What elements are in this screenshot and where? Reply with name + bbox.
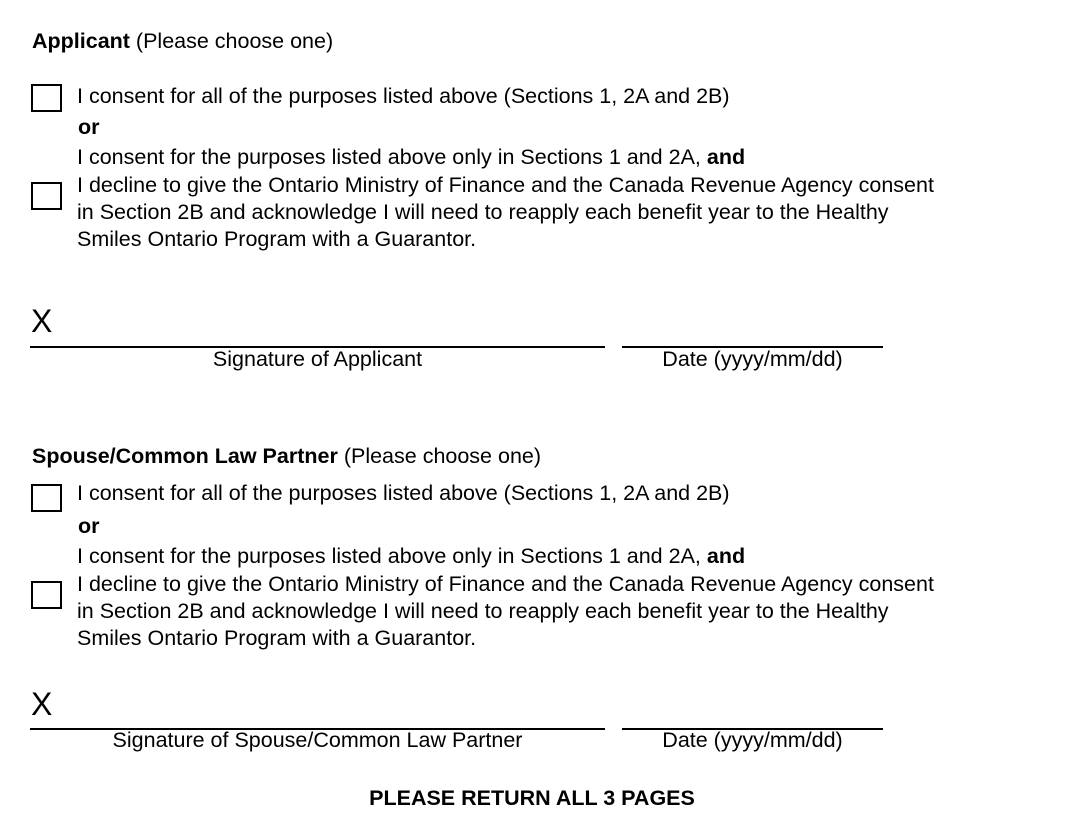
spouse-heading-bold: Spouse/Common Law Partner <box>32 444 338 468</box>
spouse-consent-all-label: I consent for all of the purposes listed above (Sections 1, 2A and 2B) <box>77 481 730 505</box>
spouse-consent-partial-line1 <box>77 543 745 570</box>
spouse-consent-partial-line2: I decline to give the Ontario Ministry of Finance and the Canada Revenue Agency consent <box>77 572 934 596</box>
applicant-consent-all-checkbox[interactable] <box>31 84 62 112</box>
applicant-or-label: or <box>78 115 100 139</box>
applicant-signature-caption: Signature of Applicant <box>212 347 423 371</box>
spouse-consent-partial-line3: in Section 2B and acknowledge I will need to reapply each benefit year to the Healthy <box>77 599 889 623</box>
applicant-date-caption: Date (yyyy/mm/dd) <box>662 347 843 371</box>
spouse-date-field[interactable] <box>622 698 883 728</box>
spouse-heading <box>32 443 541 470</box>
spouse-or-label: or <box>78 514 100 538</box>
spouse-date-caption: Date (yyyy/mm/dd) <box>662 728 843 752</box>
applicant-consent-partial-line2: I decline to give the Ontario Ministry of Finance and the Canada Revenue Agency consent <box>77 173 934 197</box>
applicant-consent-all-label: I consent for all of the purposes listed above (Sections 1, 2A and 2B) <box>77 84 730 108</box>
applicant-consent-partial-line1 <box>77 144 745 171</box>
spouse-consent-all-checkbox[interactable] <box>31 484 62 512</box>
spouse-signature-caption: Signature of Spouse/Common Law Partner <box>112 728 523 752</box>
applicant-consent-partial-and: and <box>706 145 746 169</box>
applicant-heading-bold: Applicant <box>32 29 130 53</box>
applicant-consent-partial-checkbox[interactable] <box>31 182 62 210</box>
applicant-sign-here-mark: X <box>31 303 53 339</box>
applicant-consent-partial-line1-text: I consent for the purposes listed above only in Sections 1 and 2A, <box>77 145 707 169</box>
applicant-consent-partial-line3: in Section 2B and acknowledge I will need to reapply each benefit year to the Healthy <box>77 200 889 224</box>
spouse-consent-partial-line1-text: I consent for the purposes listed above only in Sections 1 and 2A, <box>77 544 707 568</box>
applicant-consent-partial-line4: Smiles Ontario Program with a Guarantor. <box>77 227 477 251</box>
applicant-heading <box>32 28 333 55</box>
applicant-date-field[interactable] <box>622 316 883 346</box>
spouse-heading-note: (Please choose one) <box>337 444 542 468</box>
spouse-consent-partial-checkbox[interactable] <box>31 581 62 609</box>
applicant-heading-note: (Please choose one) <box>129 29 334 53</box>
applicant-signature-field[interactable] <box>30 316 605 346</box>
return-pages-notice: PLEASE RETURN ALL 3 PAGES <box>369 786 695 810</box>
spouse-consent-partial-line4: Smiles Ontario Program with a Guarantor. <box>77 626 477 650</box>
spouse-sign-here-mark: X <box>31 686 53 722</box>
spouse-consent-partial-and: and <box>706 544 746 568</box>
spouse-signature-field[interactable] <box>30 698 605 728</box>
